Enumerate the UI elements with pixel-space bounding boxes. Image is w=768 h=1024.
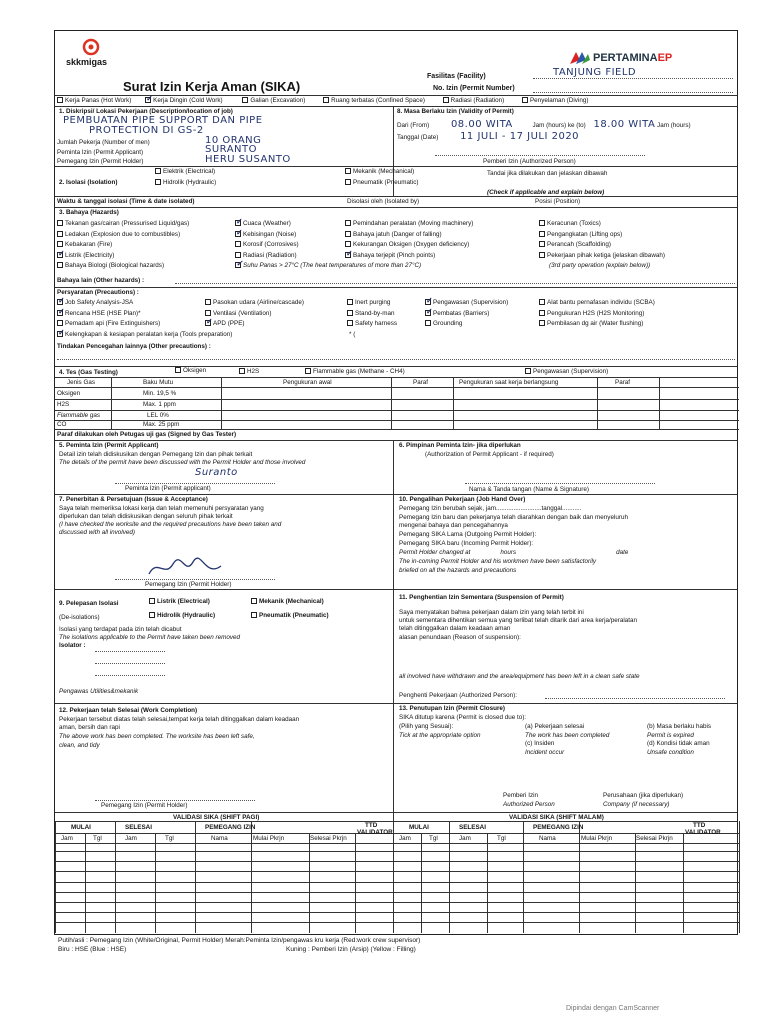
hazard-bio-label: Bahaya Biologi (Biological hazards)	[65, 262, 165, 269]
sec7-label: 7. Penerbitan & Persetujuan (Issue & Acceptance)	[59, 496, 208, 503]
gas-supervision-checkbox[interactable]	[525, 368, 531, 374]
gas-row-h2s-type: H2S	[57, 401, 70, 408]
hazard-pressure-checkbox[interactable]	[57, 220, 63, 226]
deiso-electrical	[149, 598, 210, 605]
gas-header-standard: Baku Mutu	[143, 379, 174, 386]
pneumatic-label: Pneumatik (Pneumatic)	[353, 179, 419, 186]
cold-work-label: Kerja Dingin (Cold Work)	[153, 97, 223, 104]
req-standby-label: Stand-by-man	[355, 309, 395, 317]
hot-work-label: Kerja Panas (Hot Work)	[65, 97, 132, 104]
req-water-label: Pembilasan dg air (Water flushing)	[547, 320, 644, 327]
hazard-scaffolding-checkbox[interactable]	[539, 241, 545, 247]
facility-label: Fasilitas (Facility)	[427, 73, 486, 80]
shift-night-mulai: MULAI	[409, 824, 429, 831]
applicant-value: SURANTO	[205, 144, 258, 155]
sec11-text3: telah ditinggalkan dalam keadaan aman	[399, 625, 511, 632]
electrical-label: Elektrik (Electrical)	[163, 168, 216, 175]
sec13-sig1	[503, 791, 555, 809]
sec11-text5: all involved have withdrawn and the area/equipment has been left in a clean safe state	[399, 673, 640, 680]
gas-h2s-checkbox[interactable]	[239, 368, 245, 374]
req-jsa-label: Job Safety Analysis-JSA	[65, 299, 134, 306]
pneumatic-checkbox[interactable]	[345, 179, 351, 185]
deiso-electrical-checkbox[interactable]	[149, 598, 155, 604]
sec11-text1: Saya menyatakan bahwa pekerjaan dalam izin yang telah terbit ini	[399, 609, 584, 616]
camscanner-watermark: Dipindai dengan CamScanner	[566, 1005, 660, 1012]
gas-row-oxygen-std: Min. 19,5 %	[143, 390, 177, 397]
shift-night-nama: Nama	[539, 835, 556, 842]
shift-night-tgl1: Tgl	[429, 835, 438, 842]
gas-header-during: Pengukuran saat kerja berlangsung	[459, 379, 559, 386]
hazard-third-party-note: (3rd party operation (explain below))	[549, 262, 651, 269]
sec5-text2: The details of the permit have been discussed with the Permit Holder and those involved	[59, 459, 306, 466]
isolation-pneumatic	[345, 179, 418, 186]
pertamina-logo-text: PERTAMINAEP	[593, 52, 673, 64]
req-standby-checkbox[interactable]	[347, 310, 353, 316]
hazard-oxygen-label: Kekurangan Oksigen (Oxygen deficiency)	[353, 241, 470, 248]
hazard-heat-checkbox[interactable]	[235, 262, 241, 268]
isolation-hydraulic	[155, 179, 216, 186]
deiso-mechanical-label: Mekanik (Mechanical)	[259, 598, 324, 605]
sec5-label: 5. Peminta Izin (Permit Applicant)	[59, 442, 159, 449]
shift-day-selesai: SELESAI	[125, 824, 152, 831]
gas-h2s-label: H2S	[247, 368, 260, 375]
sec9-label: 9. Pelepasan Isolasi	[59, 600, 119, 607]
diving-label: Penyelaman (Diving)	[529, 97, 589, 104]
shift-day-pemegang: PEMEGANG IZIN	[205, 824, 256, 831]
sec10-text7: The in-coming Permit Holder and his workmen have been satisfactorily	[399, 558, 597, 565]
sec9-desc: (De-isolations)	[59, 614, 100, 621]
sec12-label: 12. Pekerjaan telah Selesai (Work Completion)	[59, 707, 198, 714]
workers-value: 10 ORANG	[205, 135, 262, 146]
sec5-signature: Suranto	[195, 467, 238, 478]
shift-day-ttd: TTD	[365, 822, 378, 829]
sec9-isolator: Isolator :	[59, 642, 86, 649]
hazard-fire-checkbox[interactable]	[57, 241, 63, 247]
precautions-col4	[425, 298, 508, 330]
isolated-by-label: Disolasi oleh (Isolated by)	[347, 198, 420, 205]
req-ppe-label: APD (PPE)	[213, 320, 245, 327]
sec9-text1: Isolasi yang terdapat pada izin telah dicabut	[59, 626, 182, 633]
from-value: 08.00 WITA	[450, 119, 513, 130]
electrical-checkbox[interactable]	[155, 168, 161, 174]
sec2-label: 2. Isolasi (Isolation)	[59, 179, 118, 186]
hazards-col1	[57, 219, 189, 272]
radiation-label: Radiasi (Radiation)	[450, 97, 505, 104]
hot-work-checkbox[interactable]	[57, 97, 63, 103]
req-hse-plan-label: Rencana HSE (HSE Plan)*	[65, 309, 141, 317]
req-ventilation-checkbox[interactable]	[205, 310, 211, 316]
precautions-col3	[347, 298, 397, 340]
req-water-checkbox[interactable]	[539, 320, 545, 326]
date-label: Tanggal (Date)	[397, 134, 439, 141]
shift-day-jam1: Jam	[61, 835, 73, 842]
hydraulic-label: Hidrolik (Hydraulic)	[163, 179, 217, 186]
req-harness-checkbox[interactable]	[347, 320, 353, 326]
sec12-text3: The above work has been completed. The worksite has been left safe,	[59, 733, 255, 740]
closure-a-en: The work has been completed	[525, 731, 610, 739]
permit-number-label: No. Izin (Permit Number)	[433, 85, 515, 92]
hazard-explosion-checkbox[interactable]	[57, 231, 63, 237]
hazard-weather-checkbox[interactable]	[235, 220, 241, 226]
shift-night-mulai-pkrj: Mulai Pkrjn	[581, 835, 613, 842]
sec9-text2: The isolations applicable to the Permit have taken been removed	[59, 634, 240, 641]
sec10-label: 10. Pengalihan Pekerjaan (Job Hand Over)	[399, 496, 526, 503]
sec10-text4: Pemegang SIKA Lama (Outgoing Permit Holder):	[399, 531, 537, 538]
sec11-text2: untuk sementara dihentikan semua yang terlibat telah ditarik dari area kerja/peralatan	[399, 617, 638, 624]
facility-field	[533, 67, 733, 79]
deiso-pneumatic-label: Pneumatik (Pneumatic)	[259, 612, 329, 619]
shift-night-title: VALIDASI SIKA (SHIFT MALAM)	[509, 814, 604, 821]
validity-date-row	[397, 131, 579, 142]
hazard-corrosive-checkbox[interactable]	[235, 241, 241, 247]
sec6-text: (Authorization of Permit Applicant - if required)	[425, 451, 554, 458]
sec7-text1: Saya telah memeriksa lokasi kerja dan telah memenuhi persyaratan yang	[59, 505, 264, 512]
excavation-checkbox[interactable]	[242, 97, 248, 103]
deiso-hydraulic	[149, 612, 215, 619]
mechanical-checkbox[interactable]	[345, 168, 351, 174]
hazard-third-party-checkbox[interactable]	[539, 252, 545, 258]
precautions-col5	[539, 298, 655, 330]
gas-row-co-std: Max. 25 ppm	[143, 421, 180, 428]
cold-work-checkbox[interactable]	[145, 97, 151, 103]
gas-flammable-label: Flammable gas (Methane - CH4)	[313, 368, 405, 375]
deiso-pneumatic	[251, 612, 329, 619]
job-desc-line2: PROTECTION DI GS-2	[89, 125, 204, 136]
closure-b-label: (b) Masa berlaku habis	[647, 723, 712, 730]
footer-line2a: Biru : HSE (Blue : HSE)	[58, 946, 127, 953]
sec7-text2: diperlukan dan telah didiskusikan dengan seluruh pihak terkait	[59, 513, 233, 520]
hydraulic-checkbox[interactable]	[155, 179, 161, 185]
sec13-text2: (Pilih yang Sesuai):	[399, 723, 454, 730]
deiso-hydraulic-label: Hidrolik (Hydraulic)	[157, 612, 216, 619]
applicant-label: Peminta Izin (Permit Applicant)	[57, 149, 144, 156]
deiso-electrical-label: Listrik (Electrical)	[157, 598, 210, 605]
holder-label: Pemegang Izin (Permit Holder)	[57, 158, 144, 165]
permit-number-field	[533, 83, 733, 93]
sec1-label: 1. Diskripsi/ Lokasi Pekerjaan (Description/location of job)	[59, 108, 233, 115]
req-fire-ext-label: Pemadam api (Fire Extinguishers)	[65, 320, 161, 327]
gas-header-initial: Pengukuran awal	[283, 379, 332, 386]
sec10-changed-at: Permit Holder changed at	[399, 549, 471, 556]
shift-day-title: VALIDASI SIKA (SHIFT PAGI)	[173, 814, 260, 821]
sec10-hours: hours	[500, 549, 517, 556]
job-desc-line1: PEMBUATAN PIPE SUPPORT DAN PIPE	[63, 115, 263, 126]
sec13-text1: SIKA ditutup karena (Permit is closed due to):	[399, 714, 527, 721]
sec11-text6: Penghenti Pekerjaan (Authorized Person):	[399, 692, 517, 699]
req-grounding-label: Grounding	[433, 320, 463, 327]
precautions-label: Persyaratan (Precautions) :	[57, 289, 139, 296]
gas-opt-h2s	[239, 368, 259, 375]
validity-from-row	[397, 119, 691, 130]
hazard-electricity-checkbox[interactable]	[57, 252, 63, 258]
shift-night-validator: VALIDATOR	[685, 829, 721, 836]
req-grounding-checkbox[interactable]	[425, 320, 431, 326]
shift-night-selesai-pkrj: Selesai Pkrjn	[636, 835, 673, 842]
signature-icon	[145, 556, 225, 580]
sec12-sig-label: Pemegang Izin (Permit Holder)	[101, 802, 188, 809]
hazard-lifting-label: Pengangkatan (Lifting ops)	[547, 230, 623, 238]
gas-header-paraf1: Paraf	[413, 379, 429, 386]
hazard-machinery-checkbox[interactable]	[345, 220, 351, 226]
req-barriers-checkbox[interactable]	[425, 310, 431, 316]
hazard-scaffolding-label: Perancah (Scaffolding)	[547, 241, 611, 248]
deiso-mechanical	[251, 598, 324, 605]
isolation-note: Tandai jika dilakukan dan jelaskan dibawah	[487, 170, 608, 177]
issuer-label: Pemberi Izin (Authorized Person)	[483, 158, 576, 165]
shift-night-jam2: Jam	[459, 835, 471, 842]
gas-header-paraf2: Paraf	[615, 379, 631, 386]
req-hse-plan-checkbox[interactable]	[57, 310, 63, 316]
sec10-text6	[399, 549, 628, 556]
skkmigas-logo-text: skkmigas	[66, 57, 108, 67]
hours-label: Jam (hours)	[532, 122, 567, 129]
hazard-oxygen-checkbox[interactable]	[345, 241, 351, 247]
sec10-text1: Pemegang Izin berubah sejak, jam..........................tanggal...........	[399, 505, 582, 512]
req-airline-checkbox[interactable]	[205, 299, 211, 305]
footer-line2b: Kuning : Pemberi Izin (Arsip) (Yellow : Filling)	[286, 946, 416, 953]
closure-d-label: (d) Kondisi tidak aman	[647, 740, 710, 747]
deiso-mechanical-checkbox[interactable]	[251, 598, 257, 604]
excavation-label: Galian (Excavation)	[250, 97, 306, 104]
req-harness-label: Safety harness	[355, 320, 398, 327]
shift-day-nama: Nama	[211, 835, 228, 842]
sec10-text2: Pemegang Izin baru dan pekerjanya telah diarahkan dengan baik dan menyeluruh	[399, 514, 628, 521]
work-type-row	[57, 97, 588, 104]
confined-space-checkbox[interactable]	[323, 97, 329, 103]
gas-signed-label: Paraf dilakukan oleh Petugas uji gas (Signed by Gas Tester)	[57, 431, 237, 438]
hazard-noise-label: Kebisingan (Noise)	[243, 230, 297, 238]
hazard-bio-checkbox[interactable]	[57, 262, 63, 268]
shift-day-mulai-pkrj: Mulai Pkrjn	[253, 835, 285, 842]
workers-label: Jumlah Pekerja (Number of men)	[57, 139, 150, 146]
isolation-note-2: (Check if applicable and explain below)	[487, 189, 605, 196]
sec11-label: 11. Penghentian Izin Sementara (Suspension of Permit)	[399, 594, 564, 601]
precautions-col2	[205, 298, 304, 330]
hazard-toxic-label: Keracunan (Toxics)	[547, 220, 601, 227]
sec10-date: date	[616, 549, 629, 556]
deiso-pneumatic-checkbox[interactable]	[251, 612, 257, 618]
req-supervision-checkbox[interactable]	[425, 299, 431, 305]
closure-a-label: (a) Pekerjaan selesai	[525, 723, 585, 730]
hazard-falling-label: Bahaya jatuh (Danger of falling)	[353, 230, 442, 238]
sec12-text2: aman, bersih dan rapi	[59, 724, 120, 731]
sec5-sig-label: Peminta Izin (Permit applicant)	[125, 485, 211, 492]
hazard-pinch-label: Bahaya terjepit (Pinch points)	[353, 251, 436, 259]
sec7-text4: discussed with all involved)	[59, 529, 135, 536]
gas-table	[55, 377, 739, 437]
gas-flammable-checkbox[interactable]	[305, 368, 311, 374]
shift-day-tgl2: Tgl	[165, 835, 174, 842]
sec13-text3: Tick at the appropriate option	[399, 732, 481, 739]
shift-night-pemegang: PEMEGANG IZIN	[533, 824, 584, 831]
gas-oxygen-checkbox[interactable]	[175, 367, 181, 373]
to-label: ke (to)	[567, 122, 586, 129]
gas-row-h2s-std: Max. 1 ppm	[143, 401, 176, 408]
facility-value: TANJUNG FIELD	[553, 67, 637, 78]
req-h2s-checkbox[interactable]	[539, 310, 545, 316]
hazard-noise-checkbox[interactable]	[235, 231, 241, 237]
hazards-col3	[345, 219, 473, 261]
shift-day-validator: VALIDATOR	[357, 829, 393, 836]
shift-night-selesai: SELESAI	[459, 824, 486, 831]
date-value: 11 JULI - 17 JULI 2020	[460, 131, 580, 142]
closure-b	[647, 723, 711, 757]
sec13-label: 13. Penutupan Izin (Permit Closure)	[399, 705, 506, 712]
mechanical-label: Mekanik (Mechanical)	[353, 168, 415, 175]
req-star-note: * (	[349, 330, 356, 338]
radiation-checkbox[interactable]	[443, 97, 449, 103]
to-value: 18.00 WITA	[593, 119, 656, 130]
sec7-sig-label: Pemegang Izin (Permit Holder)	[145, 581, 232, 588]
sec4-label: 4. Tes (Gas Testing)	[59, 369, 118, 376]
req-ppe-checkbox[interactable]	[205, 320, 211, 326]
hours-label-2: Jam (hours)	[657, 122, 691, 129]
shift-day-tgl1: Tgl	[93, 835, 102, 842]
sec13-sig2	[603, 791, 683, 809]
req-scba-checkbox[interactable]	[539, 299, 545, 305]
other-hazards-label: Bahaya lain (Other hazards) :	[57, 277, 145, 284]
req-supervision-label: Pengawasan (Supervision)	[433, 299, 509, 306]
hazard-radiation-checkbox[interactable]	[235, 252, 241, 258]
hazard-pressure-label: Tekanan gas/cairan (Pressurised Liquid/gas)	[65, 220, 190, 227]
gas-row-co-type: CO	[57, 421, 67, 428]
hazard-pinch-checkbox[interactable]	[345, 252, 351, 258]
hazard-machinery-label: Pemindahan peralatan (Moving machinery)	[353, 220, 474, 227]
gas-row-flam-std: LEL 0%	[147, 412, 169, 419]
isolation-time-label: Waktu & tanggal isolasi (Time & date isolated)	[57, 198, 195, 205]
hazard-heat-label: Suhu Panas > 27°C (The heat temperatures of more than 27°C)	[243, 262, 422, 269]
req-inert-checkbox[interactable]	[347, 299, 353, 305]
sec6-label: 6. Pimpinan Peminta Izin- jika diperlukan	[399, 442, 521, 449]
shift-day-selesai-pkrj: Selesai Pkrjn	[310, 835, 347, 842]
position-label: Posisi (Position)	[535, 198, 581, 205]
sec8-label: 8. Masa Berlaku Izin (Validity of Permit)	[397, 108, 514, 115]
gas-oxygen-label: Oksigen	[183, 367, 207, 374]
hazard-toxic-checkbox[interactable]	[539, 220, 545, 226]
hazard-third-party-label: Pekerjaan pihak ketiga (jelaskan dibawah)	[547, 251, 665, 259]
confined-space-label: Ruang terbatas (Confined Space)	[331, 97, 425, 104]
sec11-text4: alasan penundaan (Reason of suspension):	[399, 634, 521, 641]
hazard-explosion-label: Ledakan (Explosion due to combustibles)	[65, 230, 181, 238]
diving-checkbox[interactable]	[522, 97, 528, 103]
holder-value: HERU SUSANTO	[205, 154, 291, 165]
sec3-label: 3. Bahaya (Hazards)	[59, 209, 119, 216]
shift-night-tgl2: Tgl	[497, 835, 506, 842]
other-precautions-label: Tindakan Pencegahan lainnya (Other precautions) :	[57, 343, 211, 350]
shift-day-mulai: MULAI	[71, 824, 91, 831]
req-fire-ext-checkbox[interactable]	[57, 320, 63, 326]
closure-c-en: Incident occur	[525, 748, 565, 756]
req-ventilation-label: Ventilasi (Ventilation)	[213, 309, 272, 317]
gas-opt-flammable	[305, 368, 405, 375]
gas-row-flam-type: Flammable gas	[57, 412, 101, 419]
hazards-col4	[539, 219, 665, 272]
req-inert-label: Inert purging	[355, 299, 391, 306]
sec10-text8: briefed on all the hazards and precautions	[399, 567, 517, 574]
hazard-electricity-label: Listrik (Electricity)	[65, 251, 115, 259]
sec5-text1: Detail izin telah didiskusikan dengan Pemegang Izin dan pihak terkait	[59, 451, 253, 458]
closure-c-label: (c) Insiden	[525, 740, 555, 747]
deiso-hydraulic-checkbox[interactable]	[149, 612, 155, 618]
closure-b-en: Permit is expired	[647, 731, 694, 739]
isolation-electrical	[155, 168, 215, 175]
hazard-lifting-checkbox[interactable]	[539, 231, 545, 237]
shift-table	[55, 821, 739, 933]
sec10-text5: Pemegang SIKA baru (Incoming Permit Holder):	[399, 540, 534, 547]
req-barriers-label: Pembatas (Barriers)	[433, 309, 490, 317]
sika-form	[54, 30, 738, 935]
sec6-sig-label: Nama & Tanda tangan (Name & Signature)	[469, 486, 589, 493]
shift-night-jam1: Jam	[399, 835, 411, 842]
from-label: Dari (From)	[397, 122, 430, 129]
req-tools-label: Kelengkapan & kesiapan peralatan kerja (Tools preparation)	[65, 330, 233, 338]
footer-line1: Putih/asli : Pemegang Izin (White/Original, Permit Holder) Merah:Peminta Izin/pengawas kru kerja (Red:work crew supervisor)	[58, 937, 421, 944]
hazard-weather-label: Cuaca (Weather)	[243, 220, 291, 227]
gas-opt-supervision	[525, 368, 608, 375]
shift-night-ttd: TTD	[693, 822, 706, 829]
sec12-text4: clean, and tidy	[59, 742, 100, 749]
req-scba-label: Alat bantu pernafasan individu (SCBA)	[547, 299, 655, 306]
closure-a	[525, 723, 609, 757]
sec13-company-en: Company (if necessary)	[603, 801, 670, 808]
form-title: Surat Izin Kerja Aman (SIKA)	[123, 79, 301, 94]
shift-day-jam2: Jam	[125, 835, 137, 842]
gas-header-type: Jenis Gas	[67, 379, 95, 386]
sec10-text3: mengenai bahaya dan pencegahannya	[399, 522, 508, 529]
sec13-issuer-en: Authorized Person	[503, 801, 555, 808]
req-tools-checkbox[interactable]	[57, 331, 63, 337]
sec13-issuer: Pemberi Izin	[503, 792, 538, 799]
gas-opt-oxygen	[175, 367, 206, 374]
sec9-supervisor: Pengawas Utilities&mekanik	[59, 688, 139, 695]
hazard-corrosive-label: Korosif (Corrosives)	[243, 241, 299, 248]
sec12-text1: Pekerjaan tersebut diatas telah selesai,tempat kerja telah ditinggalkan dalam keadaan	[59, 716, 300, 723]
gas-supervision-label: Pengawasan (Supervision)	[533, 368, 609, 375]
hazard-fire-label: Kebakaran (Fire)	[65, 241, 113, 248]
hazard-falling-checkbox[interactable]	[345, 231, 351, 237]
req-jsa-checkbox[interactable]	[57, 299, 63, 305]
req-h2s-label: Pengukuran H2S (H2S Monitoring)	[547, 309, 645, 317]
req-airline-label: Pasokan udara (Airline/cascade)	[213, 299, 305, 306]
gas-row-oxygen-type: Oksigen	[57, 390, 81, 397]
closure-d-en: Unsafe condition	[647, 748, 694, 756]
sec7-text3: (I have checked the worksite and the required precautions have been taken and	[59, 521, 282, 528]
hazard-radiation-label: Radiasi (Radiation)	[243, 251, 297, 259]
sec13-company: Perusahaan (jika diperlukan)	[603, 792, 684, 799]
isolation-mechanical	[345, 168, 414, 175]
